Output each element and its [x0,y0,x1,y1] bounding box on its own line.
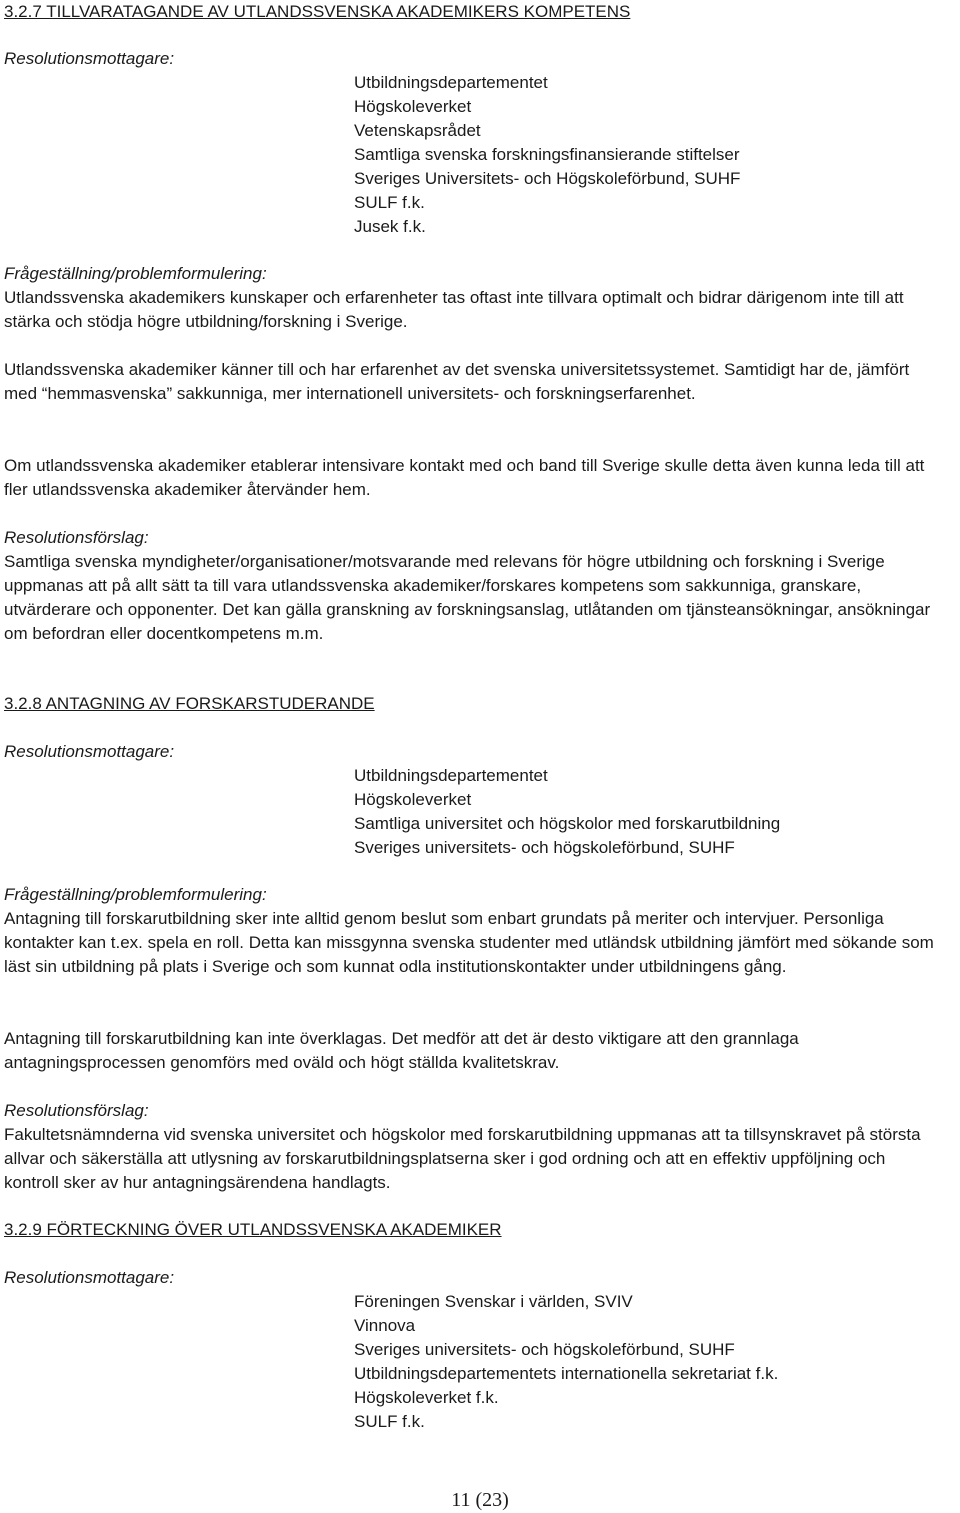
problem-label: Frågeställning/problemformulering: [4,264,267,283]
recipient-item: Föreningen Svenskar i världen, SVIV [354,1292,633,1311]
recipients-list [354,764,780,860]
recipient-item: Högskoleverket f.k. [354,1388,499,1407]
problem-paragraph: Antagning till forskarutbildning sker inte alltid genom beslut som enbart grundats på meriter och intervjuer. Personliga kontakter kan t.ex. spela en roll. Detta kan missgynna svenska studenter med utländsk utbildning jämfört med sökande som läst sin utbildning på plats i Sverige och som kunnat odla institutionskontakter under utbildningens gång. [4,909,934,976]
section-heading-3-2-7: 3.2.7 TILLVARATAGANDE AV UTLANDSSVENSKA AKADEMIKERS KOMPETENS [4,2,631,21]
problem-label: Frågeställning/problemformulering: [4,885,267,904]
problem-paragraph: Om utlandssvenska akademiker etablerar intensivare kontakt med och band till Sverige skulle detta även kunna leda till att fler utlandssvenska akademiker återvänder hem. [4,456,925,499]
recipient-item: Sveriges Universitets- och Högskoleförbund, SUHF [354,169,741,188]
recipients-list [354,1290,778,1434]
recipient-item: SULF f.k. [354,193,425,212]
recipient-item: Högskoleverket [354,97,472,116]
recipient-item: Utbildningsdepartementets internationella sekretariat f.k. [354,1364,779,1383]
recipient-item: Vetenskapsrådet [354,121,481,140]
recipient-item: Samtliga svenska forskningsfinansierande stiftelser [354,145,740,164]
section-heading-3-2-9: 3.2.9 FÖRTECKNING ÖVER UTLANDSSVENSKA AKADEMIKER [4,1220,502,1239]
recipient-item: SULF f.k. [354,1412,425,1431]
recipient-item: Utbildningsdepartementet [354,766,548,785]
proposal-label: Resolutionsförslag: [4,1101,149,1120]
problem-paragraph: Utlandssvenska akademikers kunskaper och erfarenheter tas oftast inte tillvara optimalt och bidrar därigenom inte till att stärka och stödja högre utbildning/forskning i Sverige. [4,288,904,331]
proposal-label: Resolutionsförslag: [4,528,149,547]
recipient-item: Vinnova [354,1316,416,1335]
recipient-item: Sveriges universitets- och högskoleförbund, SUHF [354,1340,735,1359]
recipients-label: Resolutionsmottagare: [4,49,175,68]
proposal-paragraph: Samtliga svenska myndigheter/organisationer/motsvarande med relevans för högre utbildning och forskning i Sverige uppmanas att på allt sätt ta till vara utlandssvenska akademiker/forskares kompetens som sakkunniga, granskare, utvärderare och opponenter. Det kan gälla granskning av forskningsanslag, utlåtanden om tjänsteansökningar, ansökningar om befordran eller docentkompetens m.m. [4,552,931,643]
recipient-item: Samtliga universitet och högskolor med forskarutbildning [354,814,781,833]
problem-paragraph: Utlandssvenska akademiker känner till och har erfarenhet av det svenska universitetssystemet. Samtidigt har de, jämfört med “hemmasvenska” sakkunniga, mer internationell universitets- och forskningserfarenhet. [4,360,910,403]
recipients-label: Resolutionsmottagare: [4,1268,175,1287]
recipients-label: Resolutionsmottagare: [4,742,175,761]
page-number: 11 (23) [451,1489,509,1511]
recipient-item: Sveriges universitets- och högskoleförbund, SUHF [354,838,735,857]
recipient-item: Utbildningsdepartementet [354,73,548,92]
recipient-item: Högskoleverket [354,790,472,809]
proposal-paragraph: Fakultetsnämnderna vid svenska universitet och högskolor med forskarutbildning uppmanas att ta tillsynskravet på största allvar och säkerställa att utlysning av forskarutbildningsplatserna sker i god ordning och att en effektiv uppföljning och kontroll sker av hur antagningsärendena handlagts. [4,1125,921,1192]
recipient-item: Jusek f.k. [354,217,426,236]
section-heading-3-2-8: 3.2.8 ANTAGNING AV FORSKARSTUDERANDE [4,694,375,713]
problem-paragraph: Antagning till forskarutbildning kan inte överklagas. Det medför att det är desto viktigare att den grannlaga antagningsprocessen genomförs med oväld och högt ställda kvalitetskrav. [4,1029,799,1072]
recipients-list [354,71,740,239]
